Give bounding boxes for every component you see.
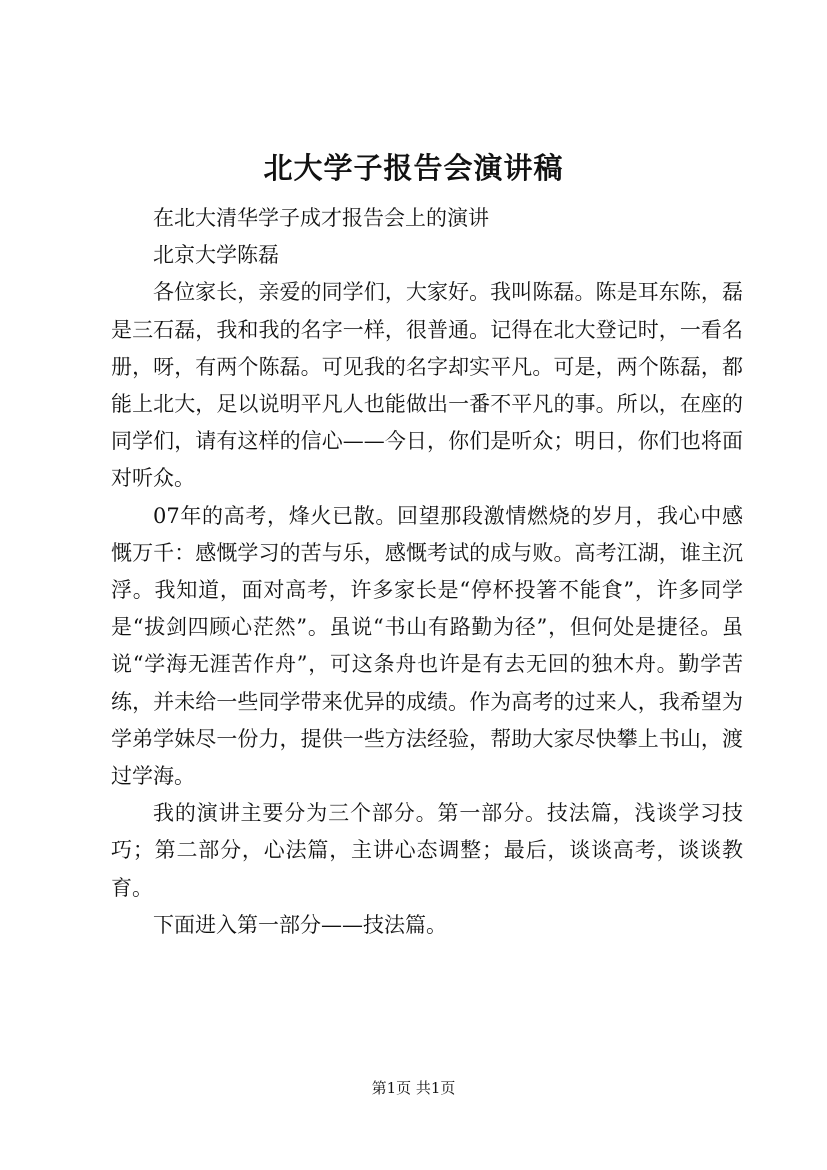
- speech-subtitle: 在北大清华学子成才报告会上的演讲: [153, 206, 489, 230]
- document-title: 北大学子报告会演讲稿: [263, 151, 564, 185]
- page-footer: 第1页 共1页: [371, 1079, 456, 1097]
- paragraph-transition: 下面进入第一部分——技法篇。: [153, 912, 447, 937]
- paragraph-greeting: 各位家长，亲爱的同学们，大家好。我叫陈磊。陈是耳东陈，磊是三石磊，我和我的名字一样，很普通。记得在北大登记时，一看名册，呀，有两个陈磊。可见我的名字却实平凡。可是，两个陈磊，都能上北大，足以说明平凡人也能做出一番不平凡的事。所以，在座的同学们，请有这样的信心——今日，你们是听众；明日，你们也将面对听众。: [111, 280, 743, 491]
- document-body: [111, 200, 743, 944]
- paragraph-gaokao: 07年的高考，烽火已散。回望那段激情燃烧的岁月，我心中感慨万千：感慨学习的苦与乐，感慨考试的成与败。高考江湖，谁主沉浮。我知道，面对高考，许多家长是“停杯投箸不能食”，许多同学是“拔剑四顾心茫然”。虽说“书山有路勤为径”，但何处是捷径。虽说“学海无涯苦作舟”，可这条舟也许是有去无回的独木舟。勤学苦练，并未给一些同学带来优异的成绩。作为高考的过来人，我希望为学弟学妹尽一份力，提供一些方法经验，帮助大家尽快攀上书山，渡过学海。: [111, 503, 743, 789]
- speaker-name: 北京大学陈磊: [153, 243, 279, 268]
- paragraph-outline: 我的演讲主要分为三个部分。第一部分。技法篇，浅谈学习技巧；第二部分，心法篇，主讲心态调整；最后，谈谈高考，谈谈教育。: [111, 801, 743, 900]
